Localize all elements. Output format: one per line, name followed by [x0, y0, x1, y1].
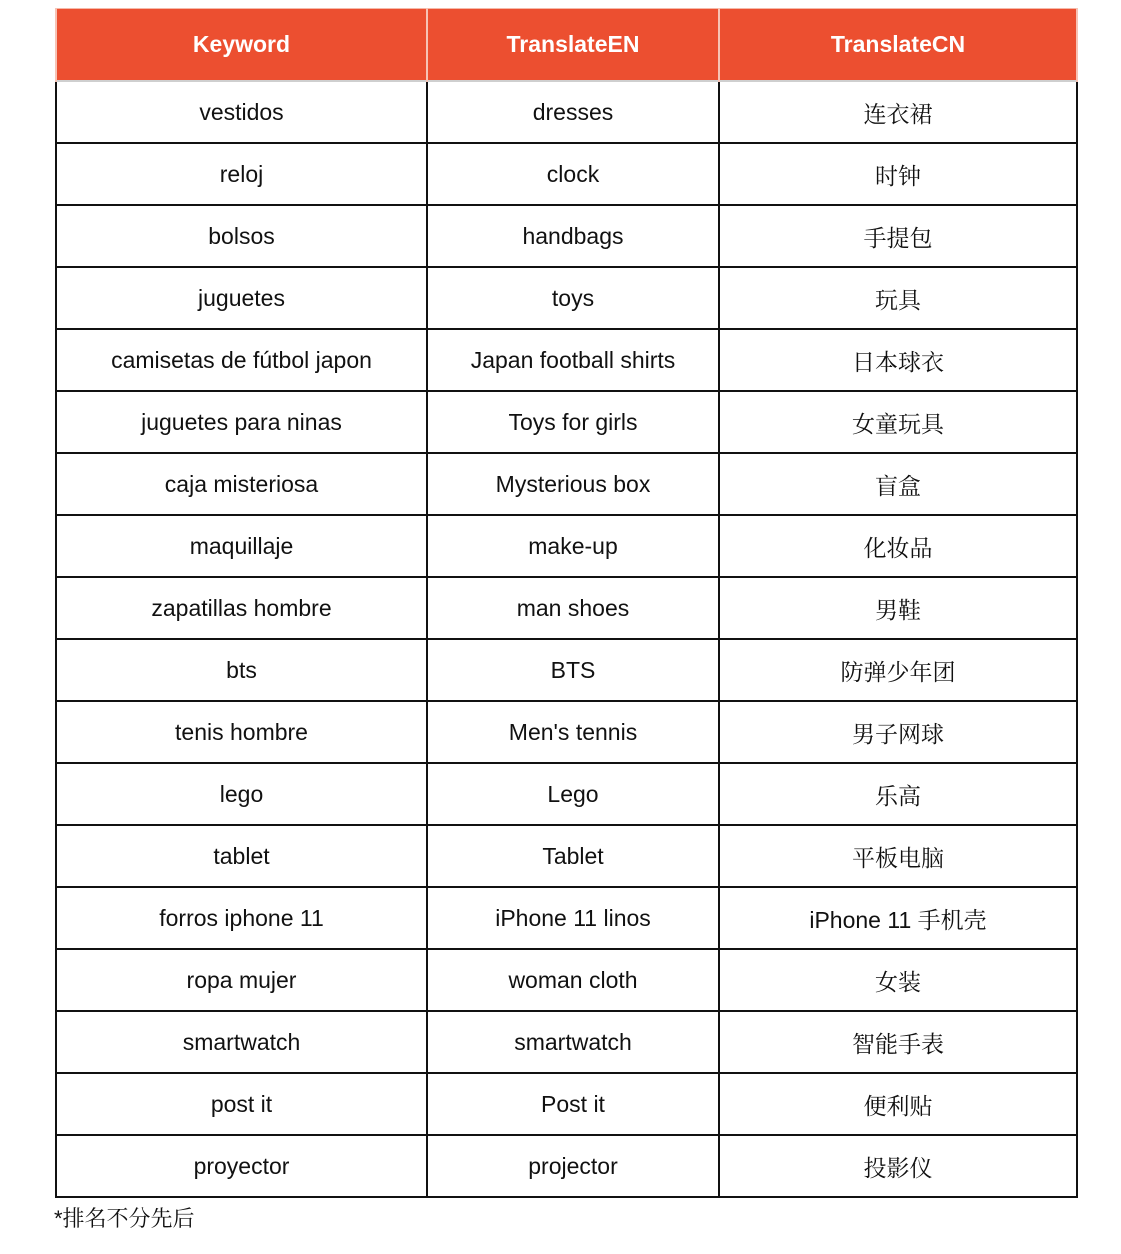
cell-keyword: reloj — [56, 143, 427, 205]
cell-translate-en: BTS — [427, 639, 719, 701]
cell-keyword: bolsos — [56, 205, 427, 267]
table-row — [56, 1073, 1077, 1135]
cell-translate-en: iPhone 11 linos — [427, 887, 719, 949]
cell-translate-cn: 智能手表 — [719, 1011, 1077, 1073]
table-row — [56, 701, 1077, 763]
cell-keyword: juguetes — [56, 267, 427, 329]
table-row — [56, 205, 1077, 267]
cell-translate-en: clock — [427, 143, 719, 205]
cell-translate-cn: 玩具 — [719, 267, 1077, 329]
table-row — [56, 577, 1077, 639]
cell-translate-cn: 女童玩具 — [719, 391, 1077, 453]
table-row — [56, 453, 1077, 515]
table-row — [56, 267, 1077, 329]
table-row — [56, 515, 1077, 577]
cell-translate-en: make-up — [427, 515, 719, 577]
cell-translate-cn: 男鞋 — [719, 577, 1077, 639]
cell-keyword: bts — [56, 639, 427, 701]
table-row — [56, 825, 1077, 887]
keyword-table — [55, 8, 1078, 1198]
cell-keyword: tenis hombre — [56, 701, 427, 763]
cell-translate-en: Japan football shirts — [427, 329, 719, 391]
table-row — [56, 1135, 1077, 1197]
table-row — [56, 949, 1077, 1011]
cell-keyword: vestidos — [56, 81, 427, 143]
cell-translate-en: projector — [427, 1135, 719, 1197]
cell-translate-en: Lego — [427, 763, 719, 825]
table-row — [56, 887, 1077, 949]
cell-keyword: maquillaje — [56, 515, 427, 577]
cell-translate-en: Post it — [427, 1073, 719, 1135]
table-row — [56, 391, 1077, 453]
cell-translate-en: Men's tennis — [427, 701, 719, 763]
header-translate-cn: TranslateCN — [719, 9, 1077, 82]
cell-translate-cn: 男子网球 — [719, 701, 1077, 763]
cell-translate-cn: 投影仪 — [719, 1135, 1077, 1197]
cell-keyword: juguetes para ninas — [56, 391, 427, 453]
cell-translate-en: Toys for girls — [427, 391, 719, 453]
cell-translate-cn: 手提包 — [719, 205, 1077, 267]
cell-translate-cn: 盲盒 — [719, 453, 1077, 515]
cell-translate-en: man shoes — [427, 577, 719, 639]
cell-keyword: camisetas de fútbol japon — [56, 329, 427, 391]
cell-translate-en: toys — [427, 267, 719, 329]
cell-translate-cn: 时钟 — [719, 143, 1077, 205]
table-row — [56, 143, 1077, 205]
cell-translate-cn: 防弹少年团 — [719, 639, 1077, 701]
header-row — [56, 9, 1077, 82]
cell-translate-cn: 女装 — [719, 949, 1077, 1011]
cell-translate-en: woman cloth — [427, 949, 719, 1011]
cell-translate-cn: 便利贴 — [719, 1073, 1077, 1135]
cell-keyword: forros iphone 11 — [56, 887, 427, 949]
cell-translate-en: Tablet — [427, 825, 719, 887]
header-translate-en: TranslateEN — [427, 9, 719, 82]
cell-keyword: zapatillas hombre — [56, 577, 427, 639]
table-row — [56, 639, 1077, 701]
table-row — [56, 329, 1077, 391]
table-row — [56, 763, 1077, 825]
cell-translate-cn: 化妆品 — [719, 515, 1077, 577]
cell-translate-en: Mysterious box — [427, 453, 719, 515]
cell-translate-cn: 日本球衣 — [719, 329, 1077, 391]
cell-translate-en: smartwatch — [427, 1011, 719, 1073]
cell-translate-cn: iPhone 11 手机壳 — [719, 887, 1077, 949]
cell-keyword: proyector — [56, 1135, 427, 1197]
cell-keyword: ropa mujer — [56, 949, 427, 1011]
cell-keyword: smartwatch — [56, 1011, 427, 1073]
cell-translate-cn: 乐高 — [719, 763, 1077, 825]
cell-keyword: post it — [56, 1073, 427, 1135]
cell-translate-cn: 连衣裙 — [719, 81, 1077, 143]
cell-translate-en: handbags — [427, 205, 719, 267]
table-row — [56, 1011, 1077, 1073]
cell-translate-cn: 平板电脑 — [719, 825, 1077, 887]
cell-keyword: tablet — [56, 825, 427, 887]
cell-translate-en: dresses — [427, 81, 719, 143]
cell-keyword: lego — [56, 763, 427, 825]
footnote: *排名不分先后 — [54, 1206, 195, 1231]
header-keyword: Keyword — [56, 9, 427, 82]
table-row — [56, 81, 1077, 143]
cell-keyword: caja misteriosa — [56, 453, 427, 515]
